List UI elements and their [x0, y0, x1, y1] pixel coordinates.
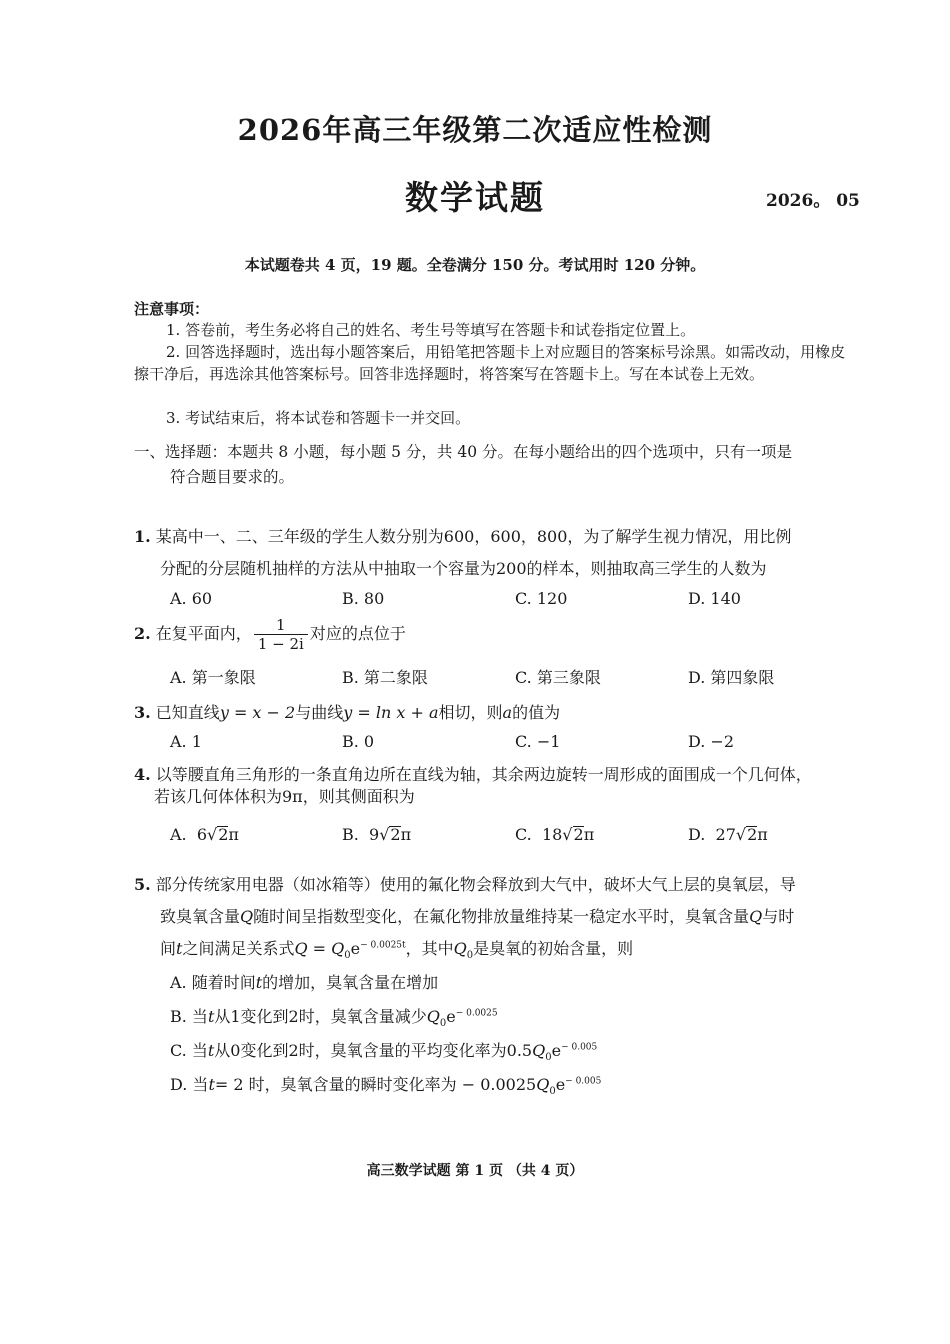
question-text: 部分传统家用电器（如冰箱等）使用的氟化物会释放到大气中，破坏大气上层的臭氧层，导	[155, 875, 796, 894]
variable-q0: Q	[532, 1041, 546, 1060]
q5-option-c	[170, 1038, 597, 1063]
question-text: 与曲线	[295, 703, 344, 722]
variable-q: Q	[240, 907, 254, 926]
question-text: ，其中	[405, 939, 454, 958]
question-text: 与时	[762, 907, 795, 926]
option-coefficient: 18	[541, 825, 563, 844]
notice-item-2: 2. 回答选择题时，选出每小题答案后，用铅笔把答题卡上对应题目的答案标号涂黑。如需改动，用橡皮擦干净后，再选涂其他答案标号。回答非选择题时，将答案写在答题卡上。写在本试卷上无效。	[134, 343, 846, 383]
q3-option-c: C. −1	[515, 732, 561, 751]
question-text: 已知直线	[155, 703, 220, 722]
q3-option-d: D. −2	[688, 732, 735, 751]
fraction-denominator: 1 − 2i	[257, 635, 304, 653]
q4-option-c: C. 18√2π	[515, 825, 595, 844]
radicand: 2	[218, 825, 229, 844]
question-text: 相切，则	[438, 703, 503, 722]
pi-symbol: π	[400, 825, 412, 844]
formula-e: e	[551, 1041, 562, 1060]
exam-info: 本试题卷共 4 页，19 题。全卷满分 150 分。考试用时 120 分钟。	[244, 256, 706, 274]
question-text: 的值为	[512, 703, 561, 722]
question-text: 以等腰直角三角形的一条直角边所在直线为轴，其余两边旋转一周形成的面围成一个几何体，	[155, 765, 812, 784]
question-text: 某高中一、二、三年级的学生人数分别为600，600，800，为了解学生视力情况，用比例	[155, 527, 792, 546]
option-text: 从0变化到2时，臭氧含量的平均变化率为0.5	[214, 1041, 533, 1060]
question-text: 间	[160, 939, 177, 958]
variable-t: t	[176, 939, 183, 958]
variable-q0: Q	[453, 939, 467, 958]
pi-symbol: π	[757, 825, 768, 844]
option-text: A. 随着时间	[170, 973, 256, 992]
variable-t: t	[207, 1041, 215, 1060]
radicand: 2	[573, 825, 584, 844]
notice-heading: 注意事项：	[134, 300, 210, 318]
section-line-1: 一、选择题：本题共 8 小题，每小题 5 分，共 40 分。在每小题给出的四个选项中，只有一项是	[134, 443, 793, 461]
q1-option-a: A. 60	[170, 589, 213, 608]
option-label: D.	[688, 825, 706, 844]
page-footer: 高三数学试题 第 1 页 （共 4 页）	[366, 1163, 584, 1179]
formula-subscript: 0	[344, 950, 351, 962]
formula-exponent: − 0.0025	[455, 1008, 498, 1019]
question-number: 1.	[134, 527, 151, 546]
q3-option-a: A. 1	[170, 732, 202, 751]
variable-t: t	[207, 1007, 215, 1026]
question-number: 4.	[134, 765, 151, 784]
notice-item-1: 1. 答卷前，考生务必将自己的姓名、考生号等填写在答题卡和试卷指定位置上。	[166, 321, 696, 339]
section-heading	[134, 440, 854, 490]
formula-e: e	[555, 1075, 566, 1094]
formula-e: e	[446, 1007, 456, 1026]
variable-q0: Q	[426, 1007, 440, 1026]
question-text: 致臭氧含量	[160, 907, 241, 926]
question-number: 5.	[134, 875, 151, 894]
radicand: 2	[390, 825, 401, 844]
formula-exponent: − 0.005	[565, 1076, 602, 1087]
option-label: A.	[170, 825, 187, 844]
option-coefficient: 27	[715, 825, 736, 844]
formula-e: e	[350, 939, 361, 958]
variable-t: t	[255, 973, 263, 992]
variable-a: a	[502, 703, 513, 722]
formula: Q = Q	[294, 939, 345, 958]
variable-q: Q	[749, 907, 763, 926]
question-number: 3.	[134, 703, 151, 722]
question-5-line-2	[160, 904, 794, 927]
variable-t: t	[208, 1075, 215, 1094]
option-label: C.	[515, 825, 532, 844]
question-text: 之间满足关系式	[182, 939, 295, 958]
equation-line: y = x − 2	[219, 703, 296, 722]
option-text: = 2 时，臭氧含量的瞬时变化率为 − 0.0025	[214, 1075, 537, 1094]
q0-subscript: 0	[549, 1086, 556, 1098]
subject-title: 数学试题	[405, 178, 545, 217]
formula-exponent: − 0.0025t	[360, 940, 406, 951]
q0-subscript: 0	[466, 950, 474, 962]
q0-subscript: 0	[545, 1052, 552, 1064]
section-line-2: 符合题目要求的。	[170, 468, 295, 486]
pi-symbol: π	[228, 825, 239, 844]
q1-option-b: B. 80	[342, 589, 385, 608]
q3-option-b: B. 0	[342, 732, 375, 751]
question-4-line-1	[134, 762, 812, 785]
question-number: 2.	[134, 624, 151, 643]
option-text: 的增加，臭氧含量在增加	[262, 973, 439, 992]
radicand: 2	[747, 825, 758, 844]
question-text: 随时间呈指数型变化，在氟化物排放量维持某一稳定水平时，臭氧含量	[253, 907, 750, 926]
q2-option-b: B. 第二象限	[342, 668, 428, 687]
q4-option-b: B. 9√2π	[342, 825, 412, 844]
question-1-line-1	[134, 524, 791, 547]
question-prefix: 在复平面内，	[155, 624, 252, 643]
question-3	[134, 700, 560, 723]
q4-option-a: A. 6√2π	[170, 825, 239, 844]
question-5-line-3	[160, 936, 633, 961]
q1-option-d: D. 140	[688, 589, 741, 608]
q0-subscript: 0	[439, 1018, 447, 1030]
q5-option-d	[170, 1072, 601, 1097]
formula-exponent: − 0.005	[561, 1042, 598, 1053]
q1-option-c: C. 120	[515, 589, 568, 608]
option-text: 从1变化到2时，臭氧含量减少	[214, 1007, 427, 1026]
q5-option-a	[170, 970, 438, 993]
equation-curve: y = ln x + a	[343, 703, 439, 722]
q4-option-d: D. 27√2π	[688, 825, 768, 844]
question-text: 是臭氧的初始含量，则	[473, 939, 634, 958]
question-1-line-2: 分配的分层随机抽样的方法从中抽取一个容量为200的样本，则抽取高三学生的人数为	[160, 559, 767, 578]
question-2	[134, 616, 406, 653]
q2-option-a: A. 第一象限	[170, 668, 256, 687]
option-coefficient: 9	[369, 825, 380, 844]
question-4-line-2: 若该几何体体积为9π，则其侧面积为	[154, 787, 415, 806]
variable-q0: Q	[536, 1075, 550, 1094]
fraction-numerator: 1	[254, 616, 308, 635]
q2-option-d: D. 第四象限	[688, 668, 775, 687]
option-text: C. 当	[170, 1041, 208, 1060]
question-5-line-1	[134, 872, 796, 895]
option-label: B.	[342, 825, 359, 844]
option-text: D. 当	[170, 1075, 209, 1094]
question-suffix: 对应的点位于	[309, 624, 406, 643]
q2-option-c: C. 第三象限	[515, 668, 601, 687]
exam-date: 2026。 05	[766, 191, 860, 211]
option-coefficient: 6	[196, 825, 207, 844]
fraction	[254, 616, 308, 653]
notice-item-3: 3. 考试结束后，将本试卷和答题卡一并交回。	[166, 409, 471, 427]
exam-title: 2026年高三年级第二次适应性检测	[237, 113, 713, 147]
pi-symbol: π	[583, 825, 595, 844]
option-text: B. 当	[170, 1007, 208, 1026]
q5-option-b	[170, 1004, 498, 1029]
